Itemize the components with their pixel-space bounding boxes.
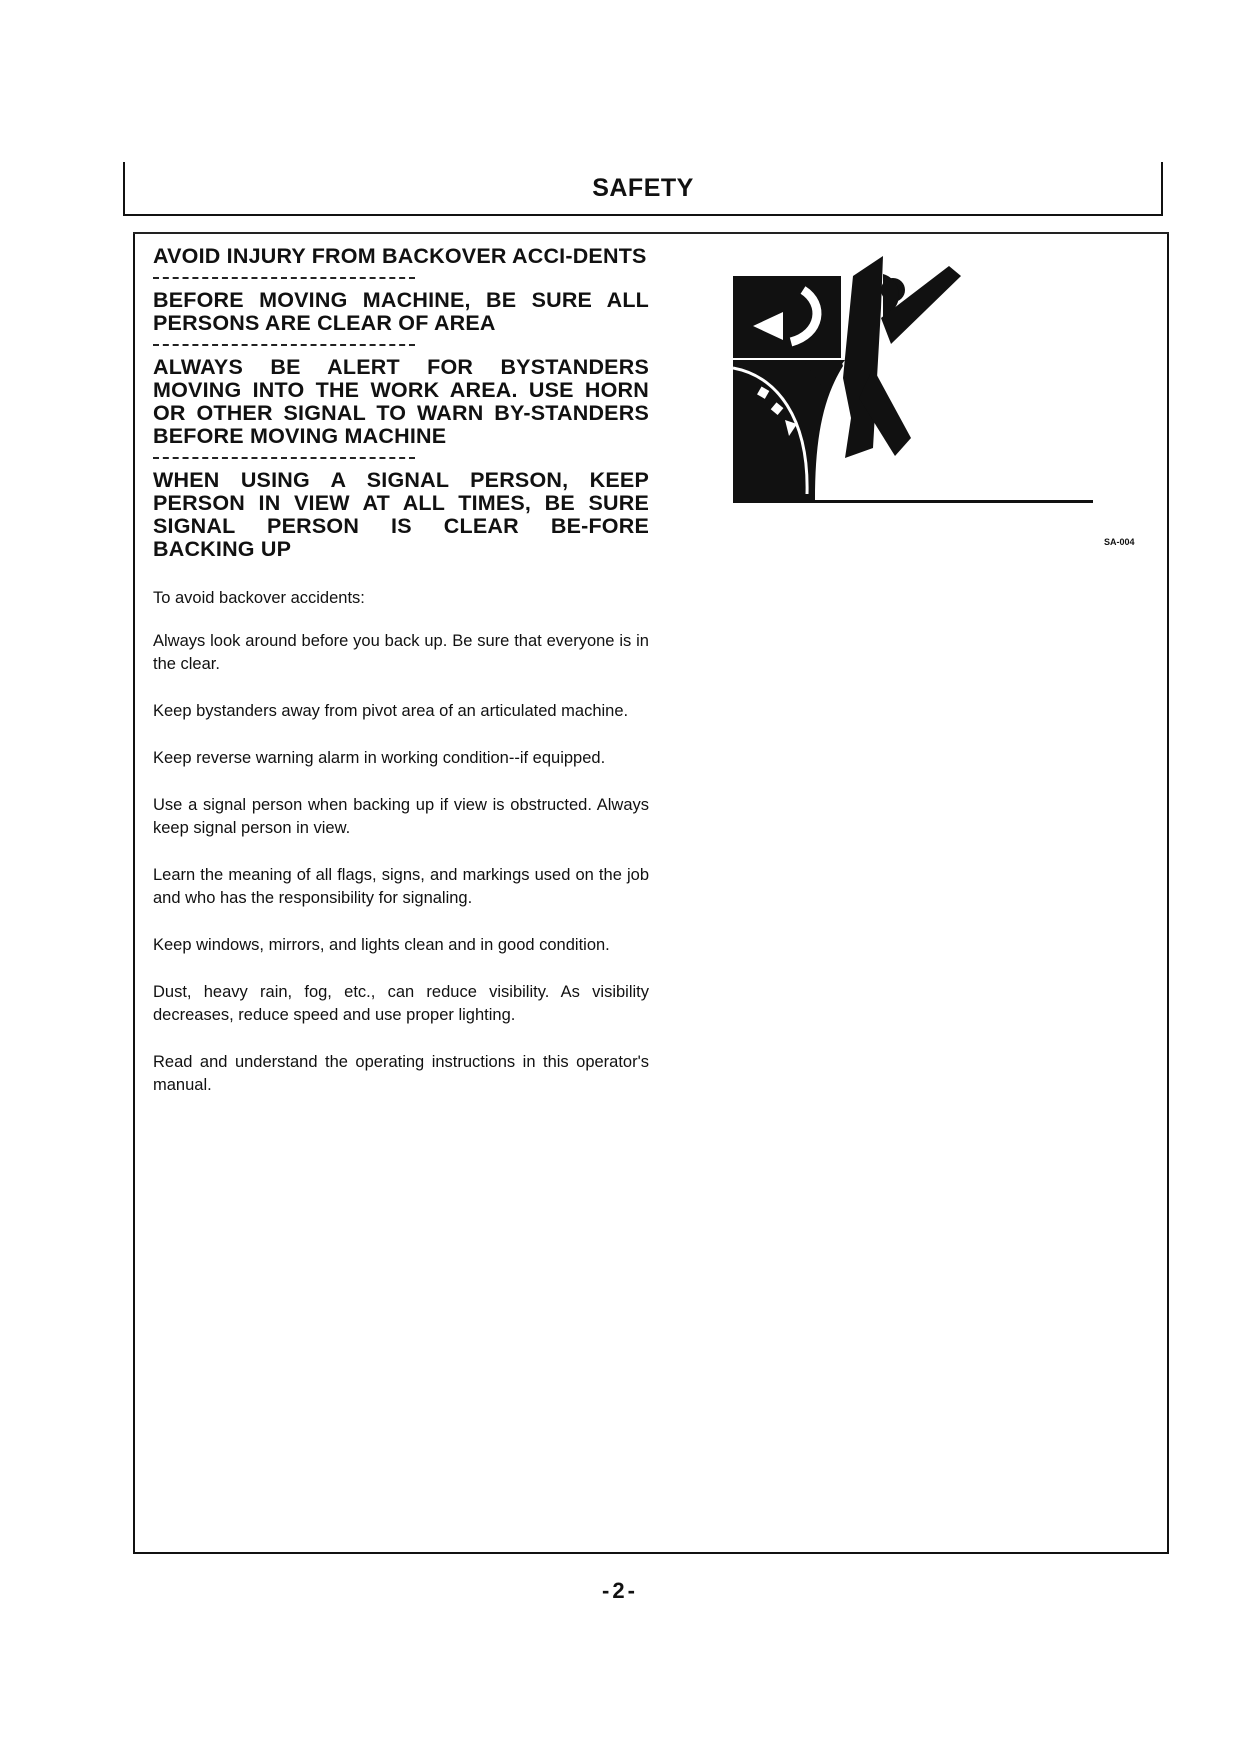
section-header <box>123 162 1163 216</box>
separator <box>153 344 415 346</box>
intro-text: To avoid backover accidents: <box>153 589 365 607</box>
warning-heading: AVOID INJURY FROM BACKOVER ACCI-DENTS <box>153 244 647 268</box>
paragraph: Keep bystanders away from pivot area of an articulated machine. <box>153 702 629 720</box>
separator <box>153 457 415 459</box>
separator <box>153 277 415 279</box>
paragraph: Read and understand the operating instructions in this operator's manual. <box>153 1053 649 1094</box>
paragraph: Always look around before you back up. Be sure that everyone is in the clear. <box>153 632 649 673</box>
page-number: -2- <box>602 1578 638 1603</box>
paragraph: Use a signal person when backing up if view is obstructed. Always keep signal person in view. <box>153 796 649 837</box>
warning-item: ALWAYS BE ALERT FOR BYSTANDERS MOVING INTO THE WORK AREA. USE HORN OR OTHER SIGNAL TO WARN BY-STANDERS BEFORE MOVING MACHINE <box>153 355 649 448</box>
section-title: SAFETY <box>592 174 694 202</box>
text-column <box>153 245 649 1121</box>
warning-item: BEFORE MOVING MACHINE, BE SURE ALL PERSONS ARE CLEAR OF AREA <box>153 288 649 335</box>
figure-code: SA-004 <box>1104 537 1135 547</box>
warning-item: WHEN USING A SIGNAL PERSON, KEEP PERSON IN VIEW AT ALL TIMES, BE SURE SIGNAL PERSON IS CLEAR BE-FORE BACKING UP <box>153 468 649 561</box>
paragraph: Learn the meaning of all flags, signs, and markings used on the job and who has the responsibility for signaling. <box>153 866 649 907</box>
paragraph: Keep reverse warning alarm in working condition--if equipped. <box>153 749 606 767</box>
paragraph: Keep windows, mirrors, and lights clean and in good condition. <box>153 936 610 954</box>
paragraph: Dust, heavy rain, fog, etc., can reduce visibility. As visibility decreases, reduce speed and use proper lighting. <box>153 983 649 1024</box>
backover-warning-icon <box>733 248 1093 516</box>
